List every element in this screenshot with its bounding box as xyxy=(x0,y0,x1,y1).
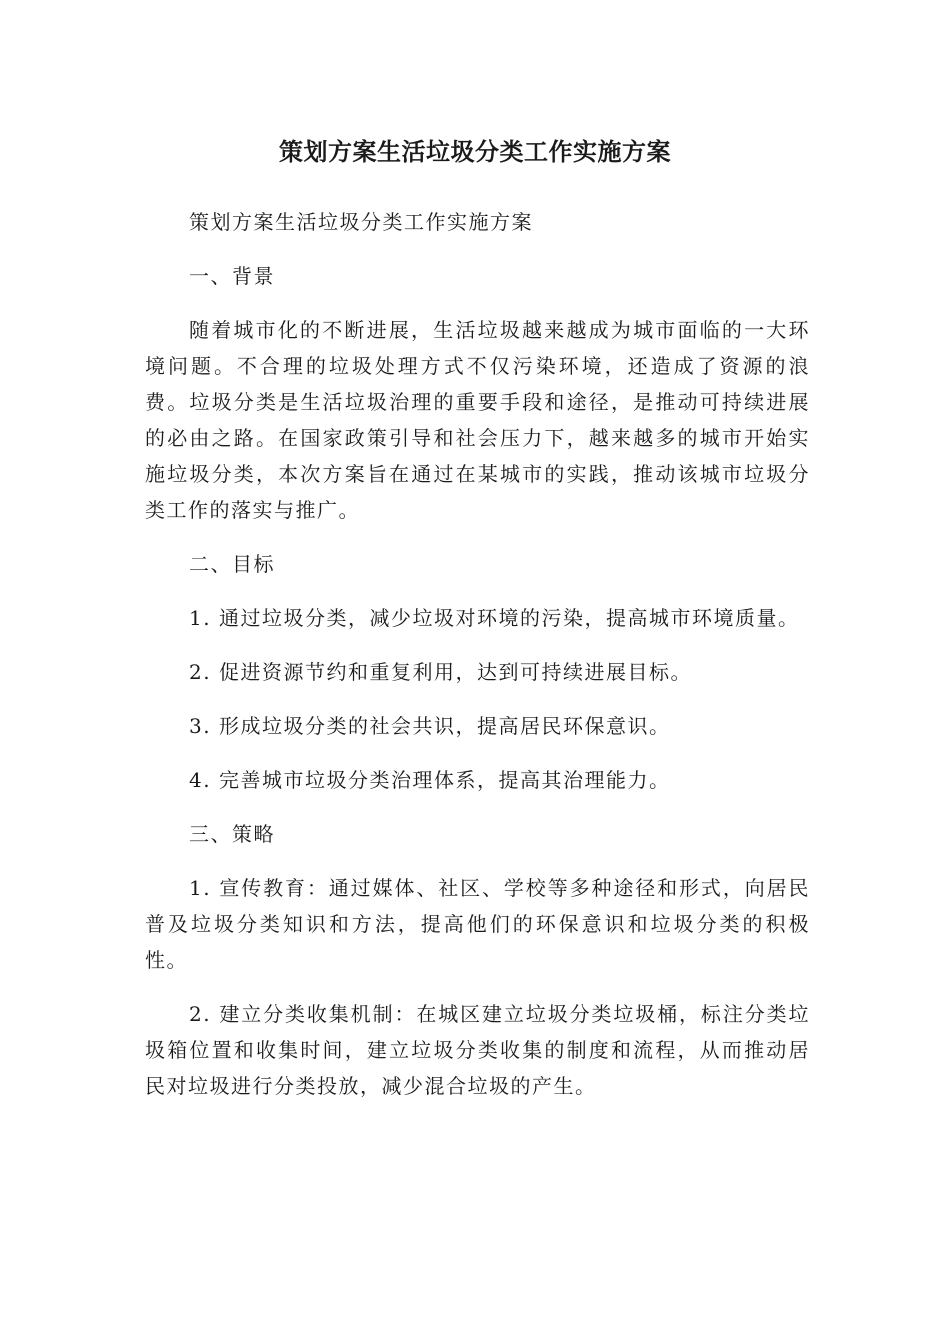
document-body xyxy=(145,204,810,1122)
goal-item: 1. 通过垃圾分类，减少垃圾对环境的污染，提高城市环境质量。 xyxy=(189,606,800,630)
strategy-item: 1. 宣传教育：通过媒体、社区、学校等多种途径和形式，向居民普及垃圾分类知识和方法，提高他们的环保意识和垃圾分类的积极性。 xyxy=(145,876,810,972)
section-heading-background: 一、背景 xyxy=(189,264,275,288)
section-heading-goals: 二、目标 xyxy=(189,552,275,576)
goal-item: 2. 促进资源节约和重复利用，达到可持续进展目标。 xyxy=(189,660,692,684)
section-heading-strategies: 三、策略 xyxy=(189,822,275,846)
document-subtitle: 策划方案生活垃圾分类工作实施方案 xyxy=(189,210,533,234)
goal-item: 4. 完善城市垃圾分类治理体系，提高其治理能力。 xyxy=(189,768,671,792)
goal-item: 3. 形成垃圾分类的社会共识，提高居民环保意识。 xyxy=(189,714,671,738)
strategy-item: 2. 建立分类收集机制：在城区建立垃圾分类垃圾桶，标注分类垃圾箱位置和收集时间，建立垃圾分类收集的制度和流程，从而推动居民对垃圾进行分类投放，减少混合垃圾的产生。 xyxy=(145,1002,810,1098)
document-title: 策划方案生活垃圾分类工作实施方案 xyxy=(279,138,671,166)
background-paragraph: 随着城市化的不断进展，生活垃圾越来越成为城市面临的一大环境问题。不合理的垃圾处理方式不仅污染环境，还造成了资源的浪费。垃圾分类是生活垃圾治理的重要手段和途径，是推动可持续进展的必由之路。在国家政策引导和社会压力下，越来越多的城市开始实施垃圾分类，本次方案旨在通过在某城市的实践，推动该城市垃圾分类工作的落实与推广。 xyxy=(145,318,810,522)
